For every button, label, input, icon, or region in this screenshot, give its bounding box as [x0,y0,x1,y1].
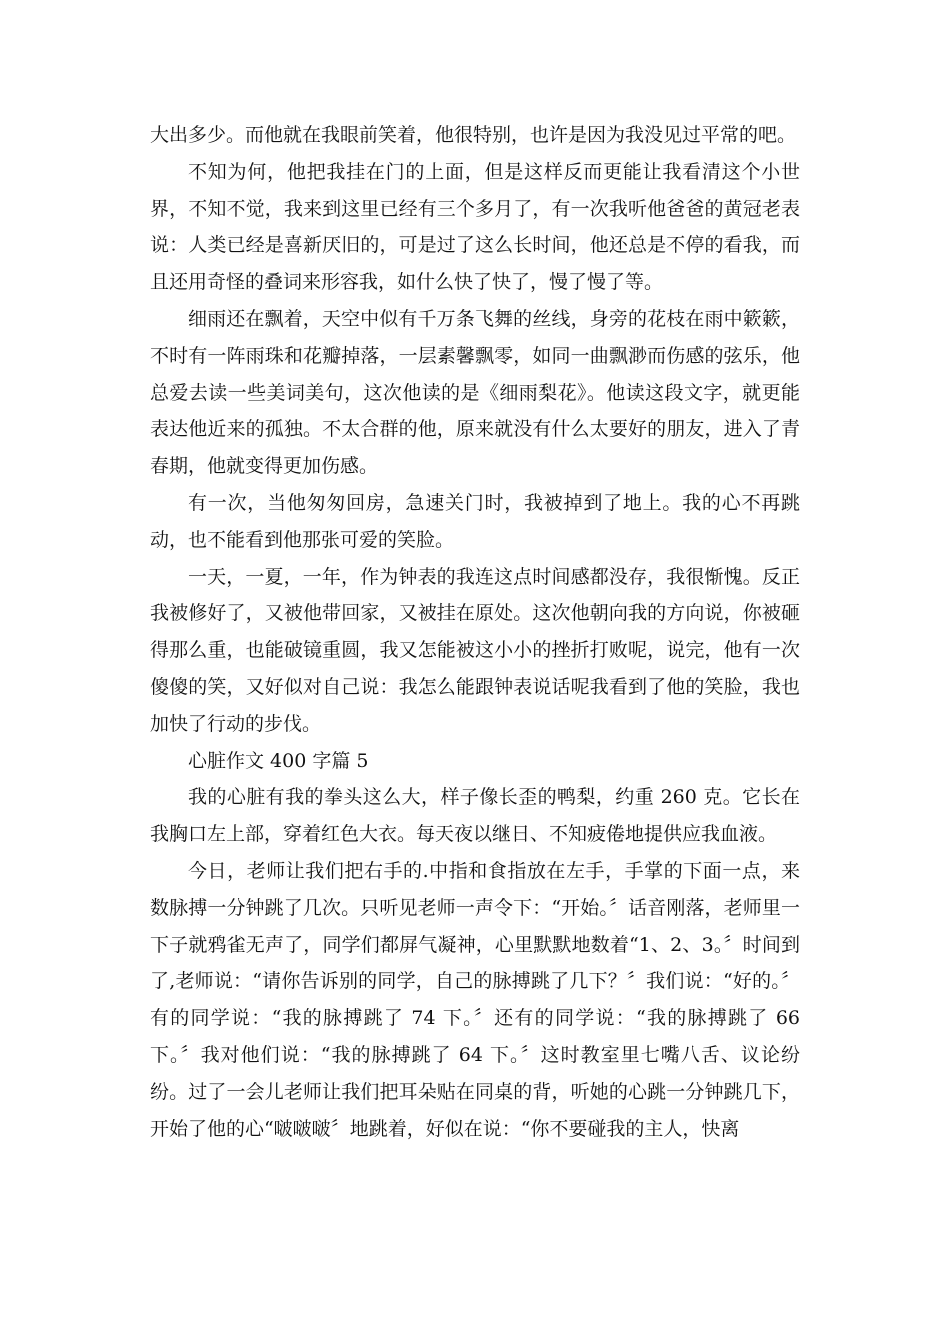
paragraph: 今日，老师让我们把右手的.中指和食指放在左手，手掌的下面一点，来数脉搏一分钟跳了几次。只听见老师一声令下：“开始。〞话音刚落，老师里一下子就鸦雀无声了，同学们都屏气凝神，心里默默地数着“1、2、3。〞时间到了,老师说：“请你告诉别的同学，自己的脉搏跳了几下？〞我们说：“好的。〞有的同学说：“我的脉搏跳了 74 下。〞还有的同学说：“我的脉搏跳了 66 下。〞我对他们说：“我的脉搏跳了 64 下。〞这时教室里七嘴八舌、议论纷纷。过了一会儿老师让我们把耳朵贴在同桌的背，听她的心跳一分钟跳几下，开始了他的心“啵啵啵〞地跳着，好似在说：“你不要碰我的主人，快离 [150,859,800,1140]
paragraph: 有一次，当他匆匆回房，急速关门时，我被掉到了地上。我的心不再跳动，也不能看到他那张可爱的笑脸。 [150,491,800,551]
paragraph: 我的心脏有我的拳头这么大，样子像长歪的鸭梨，约重 260 克。它长在我胸口左上部，穿着红色大衣。每天夜以继日、不知疲倦地提供应我血液。 [150,786,800,846]
paragraph: 细雨还在飘着，天空中似有千万条飞舞的丝线，身旁的花枝在雨中簌簌，不时有一阵雨珠和花瓣掉落，一层素馨飘零，如同一曲飘渺而伤感的弦乐，他总爱去读一些美词美句，这次他读的是《细雨梨花》。他读这段文字，就更能表达他近来的孤独。不太合群的他，原来就没有什么太要好的朋友，进入了青春期，他就变得更加伤感。 [150,307,800,478]
paragraph: 不知为何，他把我挂在门的上面，但是这样反而更能让我看清这个小世界，不知不觉，我来到这里已经有三个多月了，有一次我听他爸爸的黄冠老表说：人类已经是喜新厌旧的，可是过了这么长时间，他还总是不停的看我，而且还用奇怪的叠词来形容我，如什么快了快了，慢了慢了等。 [150,160,800,294]
paragraph: 大出多少。而他就在我眼前笑着，他很特别，也许是因为我没见过平常的吧。 [150,124,797,146]
section-heading: 心脏作文 400 字篇 5 [188,749,369,772]
paragraph: 一天，一夏，一年，作为钟表的我连这点时间感都没存，我很惭愧。反正我被修好了，又被他带回家，又被挂在原处。这次他朝向我的方向说，你被砸得那么重，也能破镜重圆，我又怎能被这小小的挫折打败呢，说完，他有一次傻傻的笑，又好似对自己说：我怎么能跟钟表说话呢我看到了他的笑脸，我也加快了行动的步伐。 [150,565,800,735]
